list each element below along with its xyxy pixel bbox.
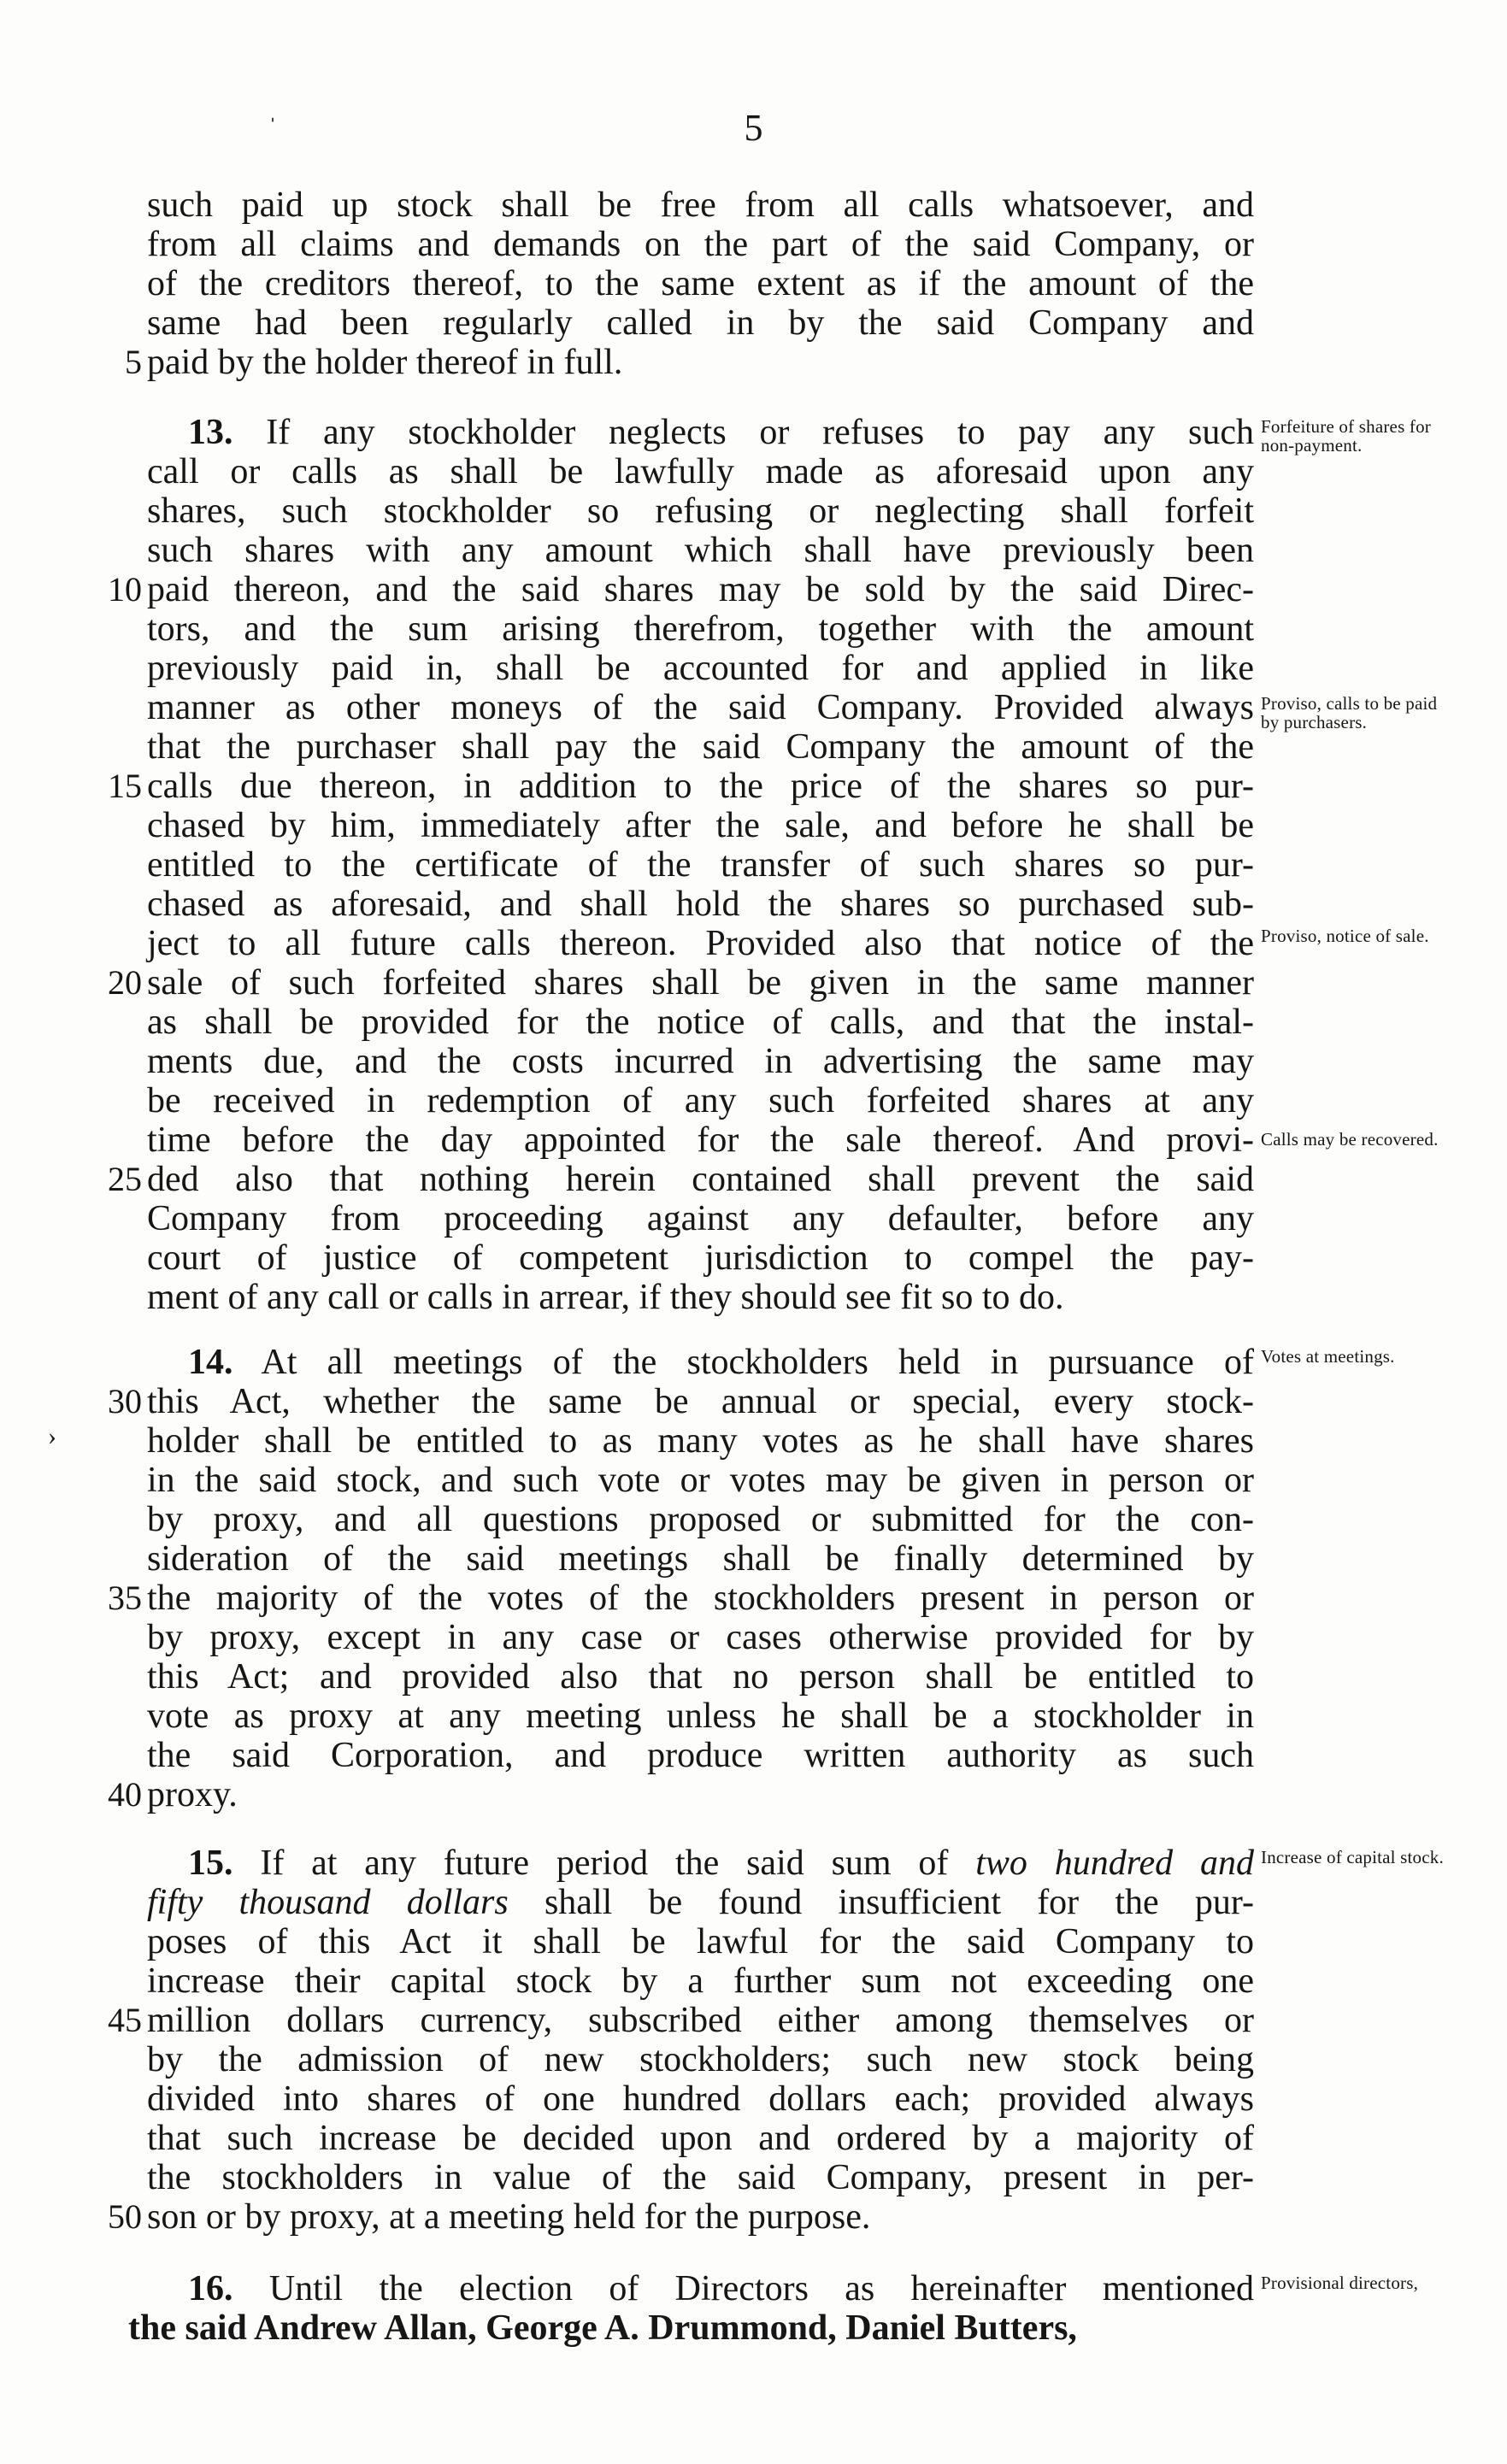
italic-fragment: fifty thousand dollars [147, 1883, 509, 1922]
text-line: such shares with any amount which shall have previously been [147, 531, 1254, 570]
text-line: vote as proxy at any meeting unless he shall be a stockholder in [147, 1697, 1254, 1736]
text-line: paid by the holder thereof in full. [147, 343, 623, 382]
text-line: this Act; and provided also that no person shall be entitled to [147, 1657, 1254, 1697]
text-fragment: If at any future period the said sum of [260, 1844, 949, 1883]
text-line: chased by him, immediately after the sale, and before he shall be [147, 806, 1254, 845]
text-line: ject to all future calls thereon. Provided also that notice of the [147, 924, 1254, 963]
line-number: 25 [108, 1160, 142, 1198]
text-line: in the said stock, and such vote or votes may be given in person or [147, 1461, 1254, 1500]
section-16-first-line [147, 2270, 1254, 2308]
text-line: such paid up stock shall be free from all calls whatsoever, and [147, 185, 1254, 225]
line-number: 15 [108, 767, 142, 805]
section-13-first-line [147, 414, 1254, 451]
text-fragment: At all meetings of the stockholders held in pursuance of [261, 1343, 1254, 1382]
text-line: call or calls as shall be lawfully made as aforesaid upon any [147, 452, 1254, 491]
text-line: the said Andrew Allan, George A. Drummond, Daniel Butters, [128, 2308, 1077, 2348]
text-line: shares, such stockholder so refusing or neglecting shall forfeit [147, 491, 1254, 531]
text-line: be received in redemption of any such forfeited shares at any [147, 1081, 1254, 1120]
text-line: chased as aforesaid, and shall hold the shares so purchased sub- [147, 885, 1254, 924]
text-line: proxy. [147, 1775, 238, 1814]
line-number: 5 [125, 343, 142, 381]
text-line: sideration of the said meetings shall be finally determined by [147, 1539, 1254, 1579]
section-14-first-line [147, 1344, 1254, 1381]
section-15-second-line [147, 1884, 1254, 1921]
margin-note-proviso-notice: Proviso, notice of sale. [1261, 926, 1429, 946]
margin-note-provisional: Provisional directors, [1261, 2273, 1419, 2293]
margin-note-proviso-calls: Proviso, calls to be paid by purchasers. [1261, 693, 1438, 732]
section-number: 16. [188, 2269, 233, 2308]
margin-note-calls-recovered: Calls may be recovered. [1261, 1129, 1439, 1150]
section-number: 14. [188, 1343, 233, 1382]
text-line: that such increase be decided upon and ordered by a majority of [147, 2119, 1254, 2158]
text-line: entitled to the certificate of the transfer of such shares so pur- [147, 845, 1254, 885]
text-line: million dollars currency, subscribed either among themselves or [147, 2001, 1254, 2040]
stray-mark: ˌ [268, 94, 277, 122]
text-line: paid thereon, and the said shares may be sold by the said Direc- [147, 570, 1254, 609]
text-line: ment of any call or calls in arrear, if they should see fit so to do. [147, 1278, 1064, 1317]
text-fragment: Until the election of Directors as hereinafter mentioned [268, 2269, 1255, 2308]
line-number: 20 [108, 963, 142, 1002]
text-line: by proxy, except in any case or cases otherwise provided for by [147, 1618, 1254, 1657]
line-number: 45 [108, 2001, 142, 2039]
text-line: son or by proxy, at a meeting held for the purpose. [147, 2197, 871, 2237]
margin-note-increase: Increase of capital stock. [1261, 1847, 1444, 1867]
text-line: of the creditors thereof, to the same extent as if the amount of the [147, 264, 1254, 303]
line-number: 40 [108, 1775, 142, 1814]
text-fragment: shall be found insufficient for the pur- [544, 1883, 1255, 1922]
text-fragment: If any stockholder neglects or refuses to pay any such [266, 413, 1255, 452]
text-line: from all claims and demands on the part of the said Company, or [147, 225, 1254, 264]
text-line: divided into shares of one hundred dollars each; provided always [147, 2079, 1254, 2119]
section-15-first-line [147, 1844, 1254, 1882]
text-line: the said Corporation, and produce written authority as such [147, 1736, 1254, 1775]
text-line: poses of this Act it shall be lawful for the said Company to [147, 1922, 1254, 1961]
italic-fragment: two hundred and [975, 1844, 1254, 1883]
line-number: 30 [108, 1382, 142, 1420]
text-line: that the purchaser shall pay the said Company the amount of the [147, 727, 1254, 767]
section-number: 15. [188, 1844, 233, 1883]
text-line: the majority of the votes of the stockholders present in person or [147, 1579, 1254, 1618]
text-line: court of justice of competent jurisdiction to compel the pay- [147, 1238, 1254, 1278]
text-line: time before the day appointed for the sale thereof. And provi- [147, 1120, 1254, 1160]
text-line: same had been regularly called in by the said Company and [147, 303, 1254, 343]
text-line: by the admission of new stockholders; such new stock being [147, 2040, 1254, 2079]
line-number: 50 [108, 2197, 142, 2236]
text-line: tors, and the sum arising therefrom, together with the amount [147, 609, 1254, 649]
text-line: Company from proceeding against any defaulter, before any [147, 1199, 1254, 1238]
text-line: increase their capital stock by a further sum not exceeding one [147, 1961, 1254, 2001]
text-line: calls due thereon, in addition to the price of the shares so pur- [147, 767, 1254, 806]
text-line: previously paid in, shall be accounted for and applied in like [147, 649, 1254, 688]
margin-note-votes: Votes at meetings. [1261, 1346, 1395, 1367]
margin-note-forfeiture: Forfeiture of shares for non-payment. [1261, 416, 1431, 456]
line-number: 10 [108, 570, 142, 609]
text-line: as shall be provided for the notice of calls, and that the instal- [147, 1003, 1254, 1042]
text-line: this Act, whether the same be annual or special, every stock- [147, 1382, 1254, 1421]
text-line: the stockholders in value of the said Company, present in per- [147, 2158, 1254, 2197]
text-line: ded also that nothing herein contained shall prevent the said [147, 1160, 1254, 1199]
section-number: 13. [188, 413, 233, 452]
text-line: holder shall be entitled to as many votes as he shall have shares [147, 1421, 1254, 1461]
page-number: 5 [744, 107, 763, 149]
line-number: 35 [108, 1579, 142, 1617]
stray-mark: › [48, 1422, 56, 1450]
text-line: sale of such forfeited shares shall be given in the same manner [147, 963, 1254, 1003]
text-line: by proxy, and all questions proposed or submitted for the con- [147, 1500, 1254, 1539]
text-line: ments due, and the costs incurred in advertising the same may [147, 1042, 1254, 1081]
text-line: manner as other moneys of the said Company. Provided always [147, 688, 1254, 727]
